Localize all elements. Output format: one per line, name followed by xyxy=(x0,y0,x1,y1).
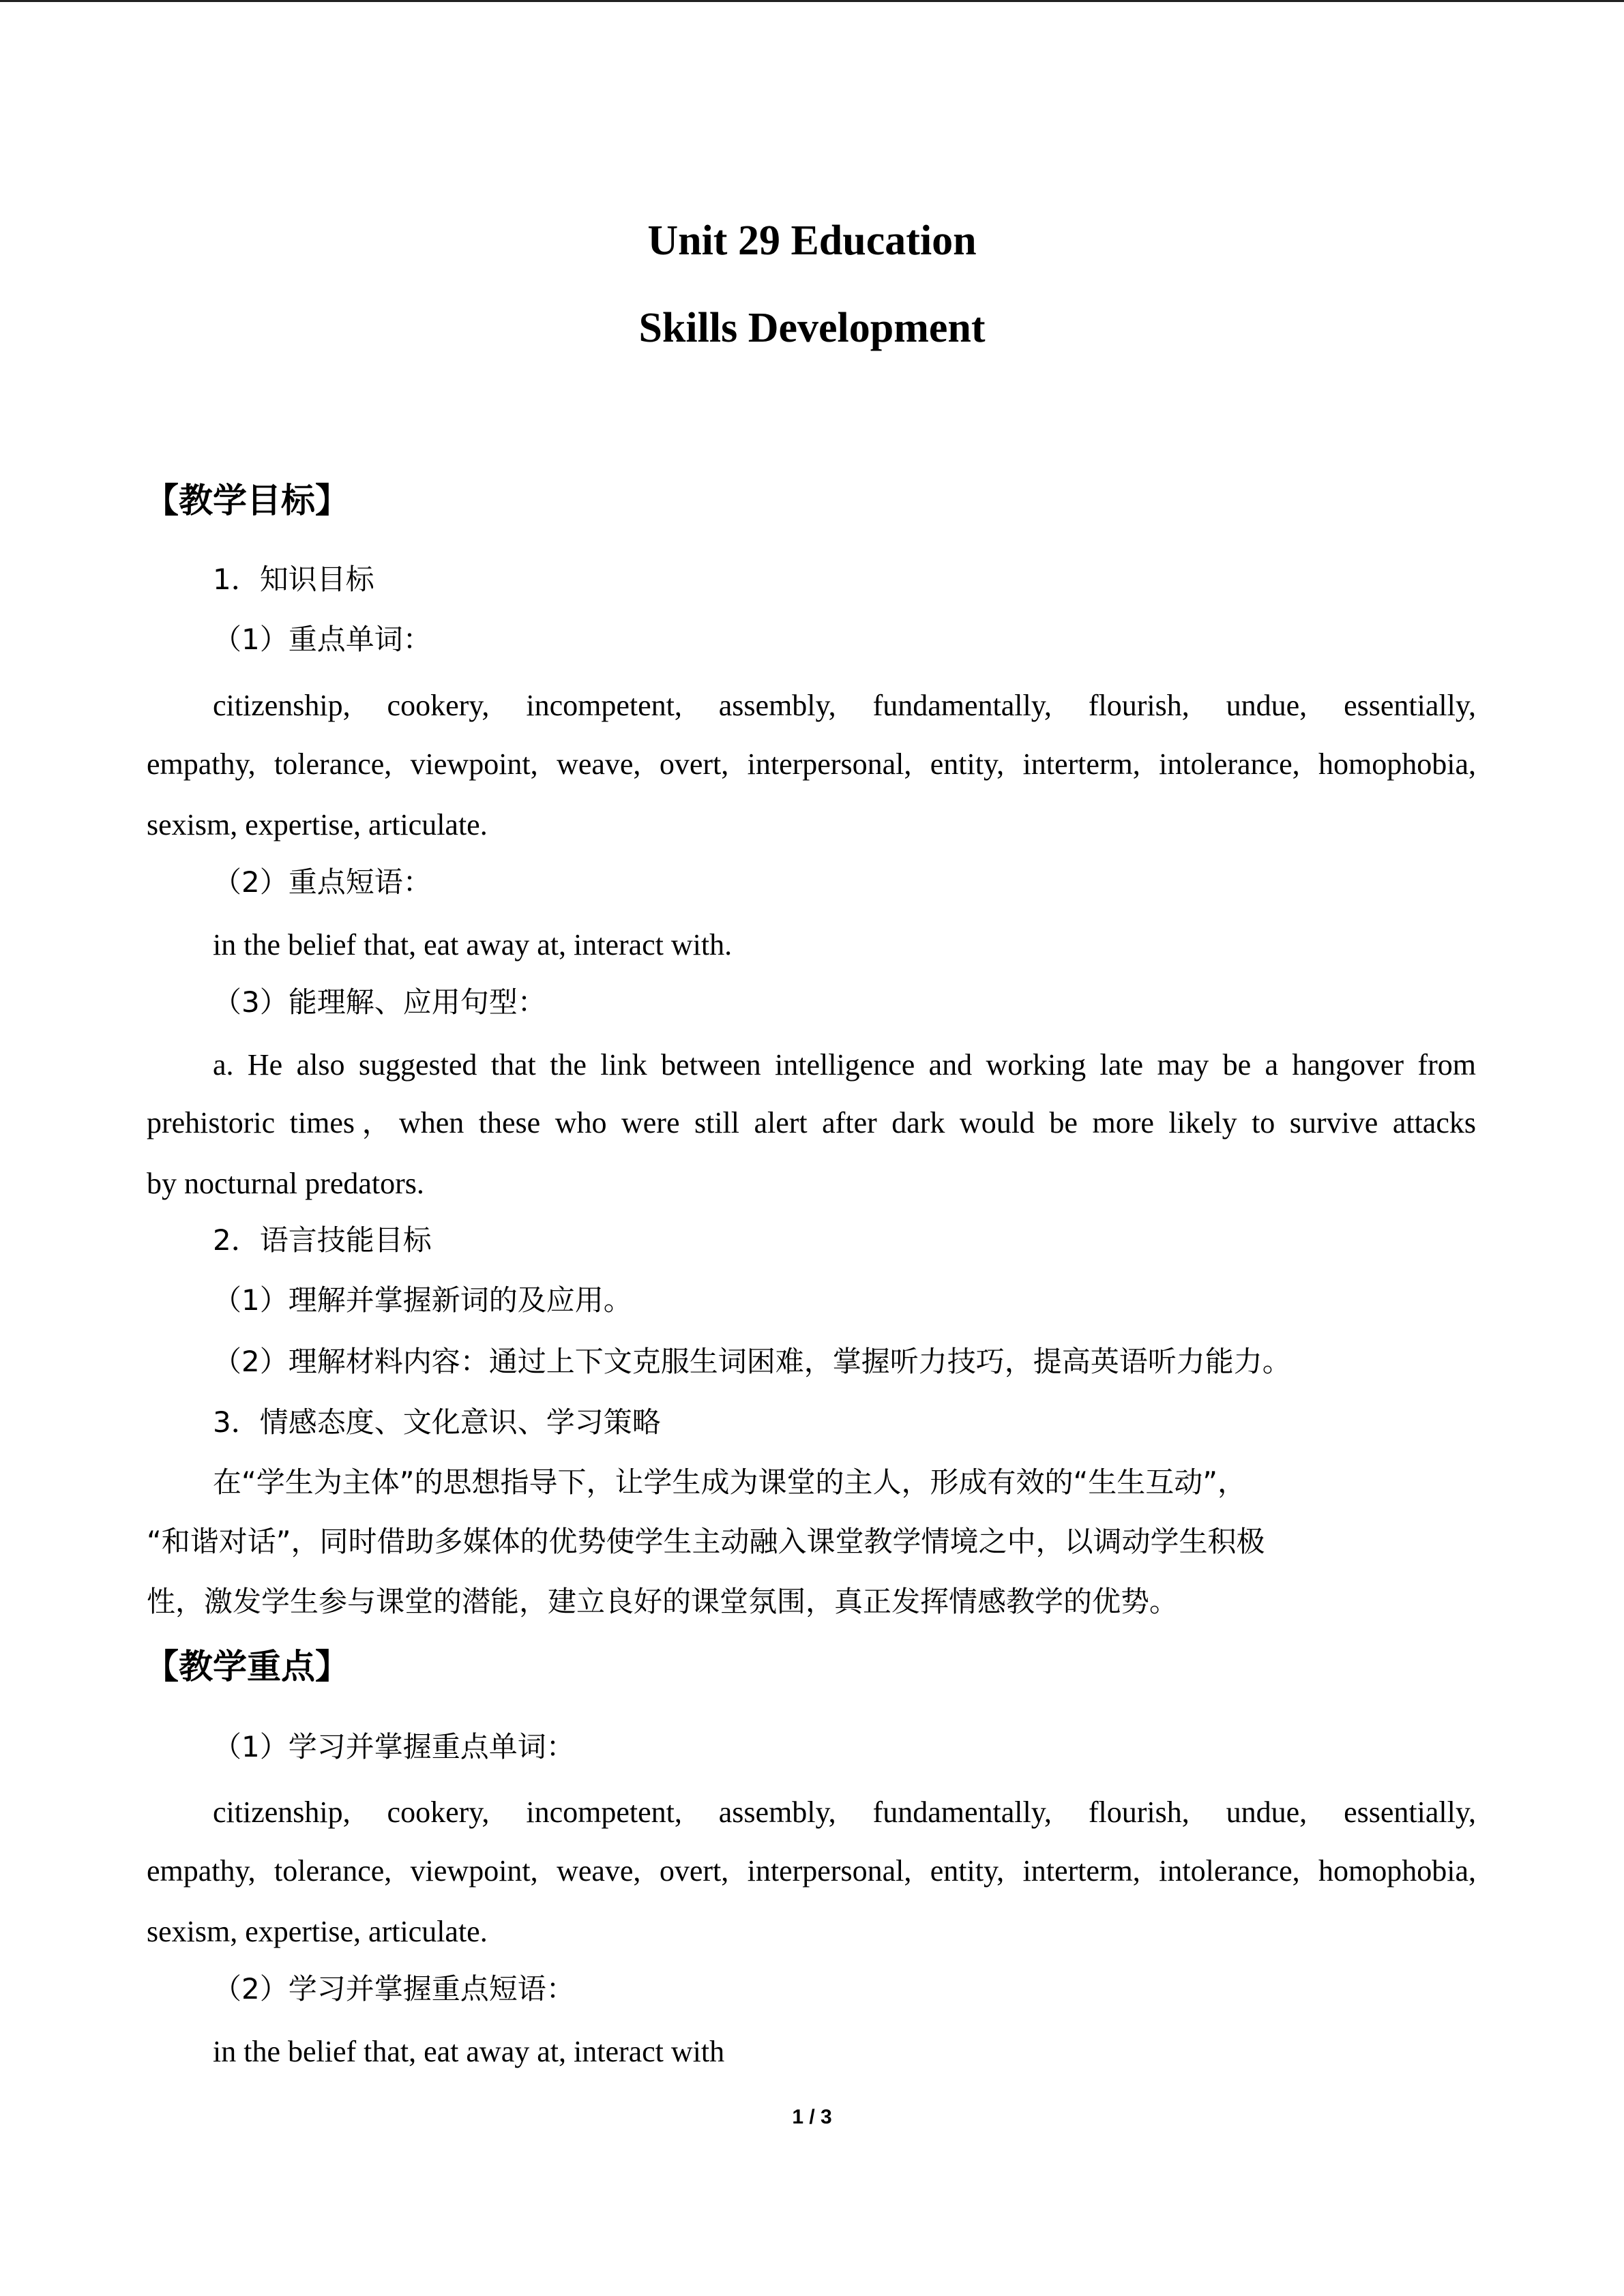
top-border-rule xyxy=(0,0,1624,2)
attitude-strategy-heading: 3．情感态度、文化意识、学习策略 xyxy=(213,1405,661,1439)
attitude-paragraph-line: 性，激发学生参与课堂的潜能，建立良好的课堂氛围，真正发挥情感教学的优势。 xyxy=(147,1585,1179,1618)
sentence-pattern-line: a. He also suggested that the link between intelligence and working late may be a hangover from xyxy=(213,1048,1476,1082)
study-words-label: （1）学习并掌握重点单词： xyxy=(213,1730,575,1763)
study-words-line: sexism, expertise, articulate. xyxy=(147,1915,488,1948)
sentence-pattern-label: （3）能理解、应用句型： xyxy=(213,985,546,1019)
key-points-heading: 【教学重点】 xyxy=(145,1647,349,1686)
key-words-line: citizenship, cookery, incompetent, assembly, fundamentally, flourish, undue, essentially, xyxy=(213,689,1476,722)
objectives-heading: 【教学目标】 xyxy=(145,481,349,520)
document-title: Unit 29 Education xyxy=(647,218,977,264)
attitude-paragraph-line: 在“学生为主体”的思想指导下，让学生成为课堂的主人，形成有效的“生生互动”， xyxy=(213,1465,1247,1499)
study-words-line: citizenship, cookery, incompetent, assembly, fundamentally, flourish, undue, essentially, xyxy=(213,1795,1476,1829)
key-words-label: （1）重点单词： xyxy=(213,623,432,656)
knowledge-objective-heading: 1．知识目标 xyxy=(213,563,374,596)
study-phrases-label: （2）学习并掌握重点短语： xyxy=(213,1972,575,2006)
sentence-pattern-line: prehistoric times，when these who were still alert after dark would be more likely to survive attacks xyxy=(147,1106,1476,1139)
attitude-paragraph-line: “和谐对话”，同时借助多媒体的优势使学生主动融入课堂教学情境之中，以调动学生积极 xyxy=(147,1525,1265,1558)
language-skills-heading: 2．语言技能目标 xyxy=(213,1223,432,1257)
language-skills-item: （1）理解并掌握新词的及应用。 xyxy=(213,1283,632,1317)
study-words-line: empathy, tolerance, viewpoint, weave, overt, interpersonal, entity, interterm, intolerance, homophobia, xyxy=(147,1854,1476,1888)
document-subtitle: Skills Development xyxy=(638,305,986,351)
sentence-pattern-line: by nocturnal predators. xyxy=(147,1167,424,1200)
key-words-line: empathy, tolerance, viewpoint, weave, overt, interpersonal, entity, interterm, intolerance, homophobia, xyxy=(147,747,1476,781)
key-phrases-text: in the belief that, eat away at, interact with. xyxy=(213,928,733,961)
key-words-line: sexism, expertise, articulate. xyxy=(147,808,488,841)
key-phrases-label: （2）重点短语： xyxy=(213,865,432,899)
study-phrases-text: in the belief that, eat away at, interact with xyxy=(213,2035,725,2068)
language-skills-item: （2）理解材料内容：通过上下文克服生词困难，掌握听力技巧，提高英语听力能力。 xyxy=(213,1345,1291,1378)
page-number: 1 / 3 xyxy=(792,2106,832,2128)
